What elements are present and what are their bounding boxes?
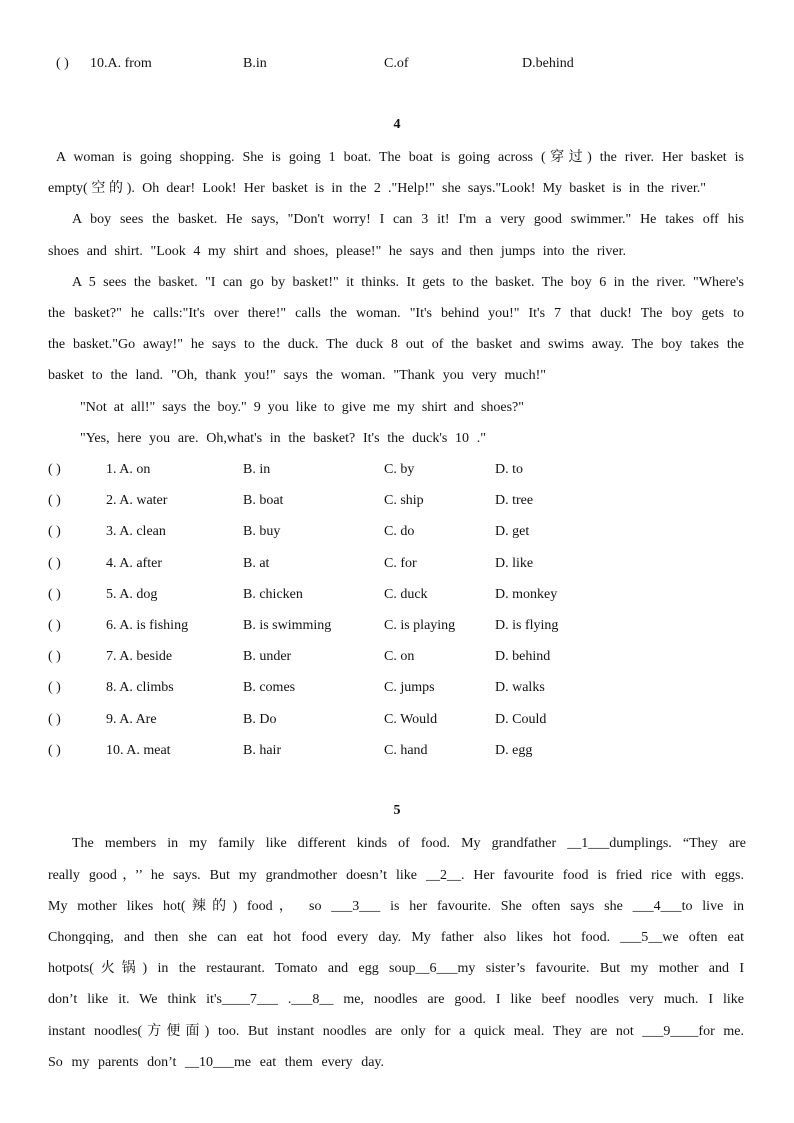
question-row [48, 554, 748, 574]
option-b: B. under [243, 649, 292, 664]
option-b: B. comes [243, 680, 296, 695]
answer-bracket[interactable]: ( ) [48, 524, 61, 539]
option-a: 3. A. clean [106, 524, 166, 539]
option-d: D. get [495, 524, 530, 539]
option-b: B. chicken [243, 587, 303, 602]
option-b: B. at [243, 556, 270, 571]
passage-5-line-8: So my parents don’t __10___me eat them every day. [48, 1055, 384, 1070]
option-a: 1. A. on [106, 462, 151, 477]
option-c: C. ship [384, 493, 424, 508]
passage-5-line-2: really good，’’ he says. But my grandmother doesn’t like __2__. Her favourite food is fried rice with eggs. [48, 868, 744, 883]
question-row [48, 460, 748, 480]
question-row [48, 710, 748, 730]
option-b: B. is swimming [243, 618, 332, 633]
option-d: D. to [495, 462, 523, 477]
option-b: B. Do [243, 712, 277, 727]
option-b: B. hair [243, 743, 282, 758]
passage-4-line-4: shoes and shirt. "Look 4 my shirt and shoes, please!" he says and then jumps into the river. [48, 244, 626, 259]
question-row [48, 647, 748, 667]
answer-bracket[interactable]: ( ) [48, 618, 61, 633]
option-a: 10. A. meat [106, 743, 171, 758]
passage-4-line-10: "Yes, here you are. Oh,what's in the basket? It's the duck's 10 ." [80, 431, 486, 446]
answer-bracket[interactable]: ( ) [48, 556, 61, 571]
option-c: C. on [384, 649, 415, 664]
question-row [48, 678, 748, 698]
section-5-number: 5 [393, 803, 401, 818]
answer-bracket[interactable]: ( ) [48, 712, 61, 727]
passage-4-line-3: A boy sees the basket. He says, "Don't worry! I can 3 it! I'm a very good swimmer." He takes off his [72, 212, 744, 227]
option-c: C. do [384, 524, 415, 539]
option-d: D. like [495, 556, 534, 571]
passage-4-line-7: the basket."Go away!" he says to the duck. The duck 8 out of the basket and swims away. The boy takes the [48, 337, 744, 352]
option-c: C.of [384, 56, 409, 71]
option-b: B. boat [243, 493, 284, 508]
question-10-prev [48, 54, 748, 74]
answer-bracket[interactable]: ( ) [48, 743, 61, 758]
passage-4-line-9: "Not at all!" says the boy." 9 you like to give me my shirt and shoes?" [80, 400, 524, 415]
passage-4-line-2: empty(空的). Oh dear! Look! Her basket is in the 2 ."Help!" she says."Look! My basket is in the river." [48, 181, 706, 196]
option-a: 10.A. from [90, 56, 152, 71]
option-a: 5. A. dog [106, 587, 158, 602]
passage-4-line-8: basket to the land. "Oh, thank you!" says the woman. "Thank you very much!" [48, 368, 546, 383]
answer-bracket[interactable]: ( ) [48, 680, 61, 695]
option-d: D. egg [495, 743, 533, 758]
question-row [48, 616, 748, 636]
answer-bracket[interactable]: ( ) [48, 462, 61, 477]
option-d: D. monkey [495, 587, 558, 602]
option-d: D. tree [495, 493, 534, 508]
option-a: 6. A. is fishing [106, 618, 189, 633]
option-b: B. in [243, 462, 271, 477]
option-b: B. buy [243, 524, 281, 539]
option-c: C. hand [384, 743, 428, 758]
option-d: D. walks [495, 680, 545, 695]
option-d: D. behind [495, 649, 551, 664]
question-row [48, 741, 748, 761]
answer-bracket[interactable]: ( ) [48, 649, 61, 664]
option-c: C. by [384, 462, 415, 477]
answer-bracket[interactable]: ( ) [48, 587, 61, 602]
answer-bracket[interactable]: ( ) [48, 493, 61, 508]
option-b: B.in [243, 56, 267, 71]
option-a: 8. A. climbs [106, 680, 174, 695]
question-row [48, 491, 748, 511]
passage-4-line-5: A 5 sees the basket. "I can go by basket!" it thinks. It gets to the basket. The boy 6 in the river. "Where's [72, 275, 744, 290]
passage-5-line-5: hotpots(火锅) in the restaurant. Tomato and egg soup__6___my sister’s favourite. But my mother and I [48, 961, 744, 976]
section-4-number: 4 [393, 117, 401, 132]
passage-5-line-6: don’t like it. We think it's____7___ .___8__ me, noodles are good. I like beef noodles very much. I like [48, 992, 744, 1007]
option-c: C. jumps [384, 680, 435, 695]
option-a: 2. A. water [106, 493, 168, 508]
passage-5-line-7: instant noodles(方便面) too. But instant noodles are only for a quick meal. They are not ___9____for me. [48, 1024, 744, 1039]
option-a: 9. A. Are [106, 712, 157, 727]
option-a: 7. A. beside [106, 649, 173, 664]
question-row [48, 522, 748, 542]
option-a: 4. A. after [106, 556, 162, 571]
option-d: D. Could [495, 712, 547, 727]
option-d: D. is flying [495, 618, 559, 633]
passage-4-line-6: the basket?" he calls:"It's over there!" calls the woman. "It's behind you!" It's 7 that duck! The boy gets to [48, 306, 744, 321]
passage-4-line-1: A woman is going shopping. She is going 1 boat. The boat is going across (穿过) the river. Her basket is [56, 150, 744, 165]
option-d: D.behind [522, 56, 574, 71]
answer-bracket[interactable]: ( ) [56, 56, 69, 71]
passage-5-line-1: The members in my family like different kinds of food. My grandfather __1___dumplings. “They are [72, 836, 746, 851]
option-c: C. is playing [384, 618, 456, 633]
passage-5-line-3: My mother likes hot(辣的) food， so ___3___ is her favourite. She often says she ___4___to live in [48, 899, 744, 914]
option-c: C. duck [384, 587, 428, 602]
option-c: C. for [384, 556, 417, 571]
passage-5-line-4: Chongqing, and then she can eat hot food every day. My father also likes hot food. ___5__we often eat [48, 930, 744, 945]
question-row [48, 585, 748, 605]
option-c: C. Would [384, 712, 438, 727]
